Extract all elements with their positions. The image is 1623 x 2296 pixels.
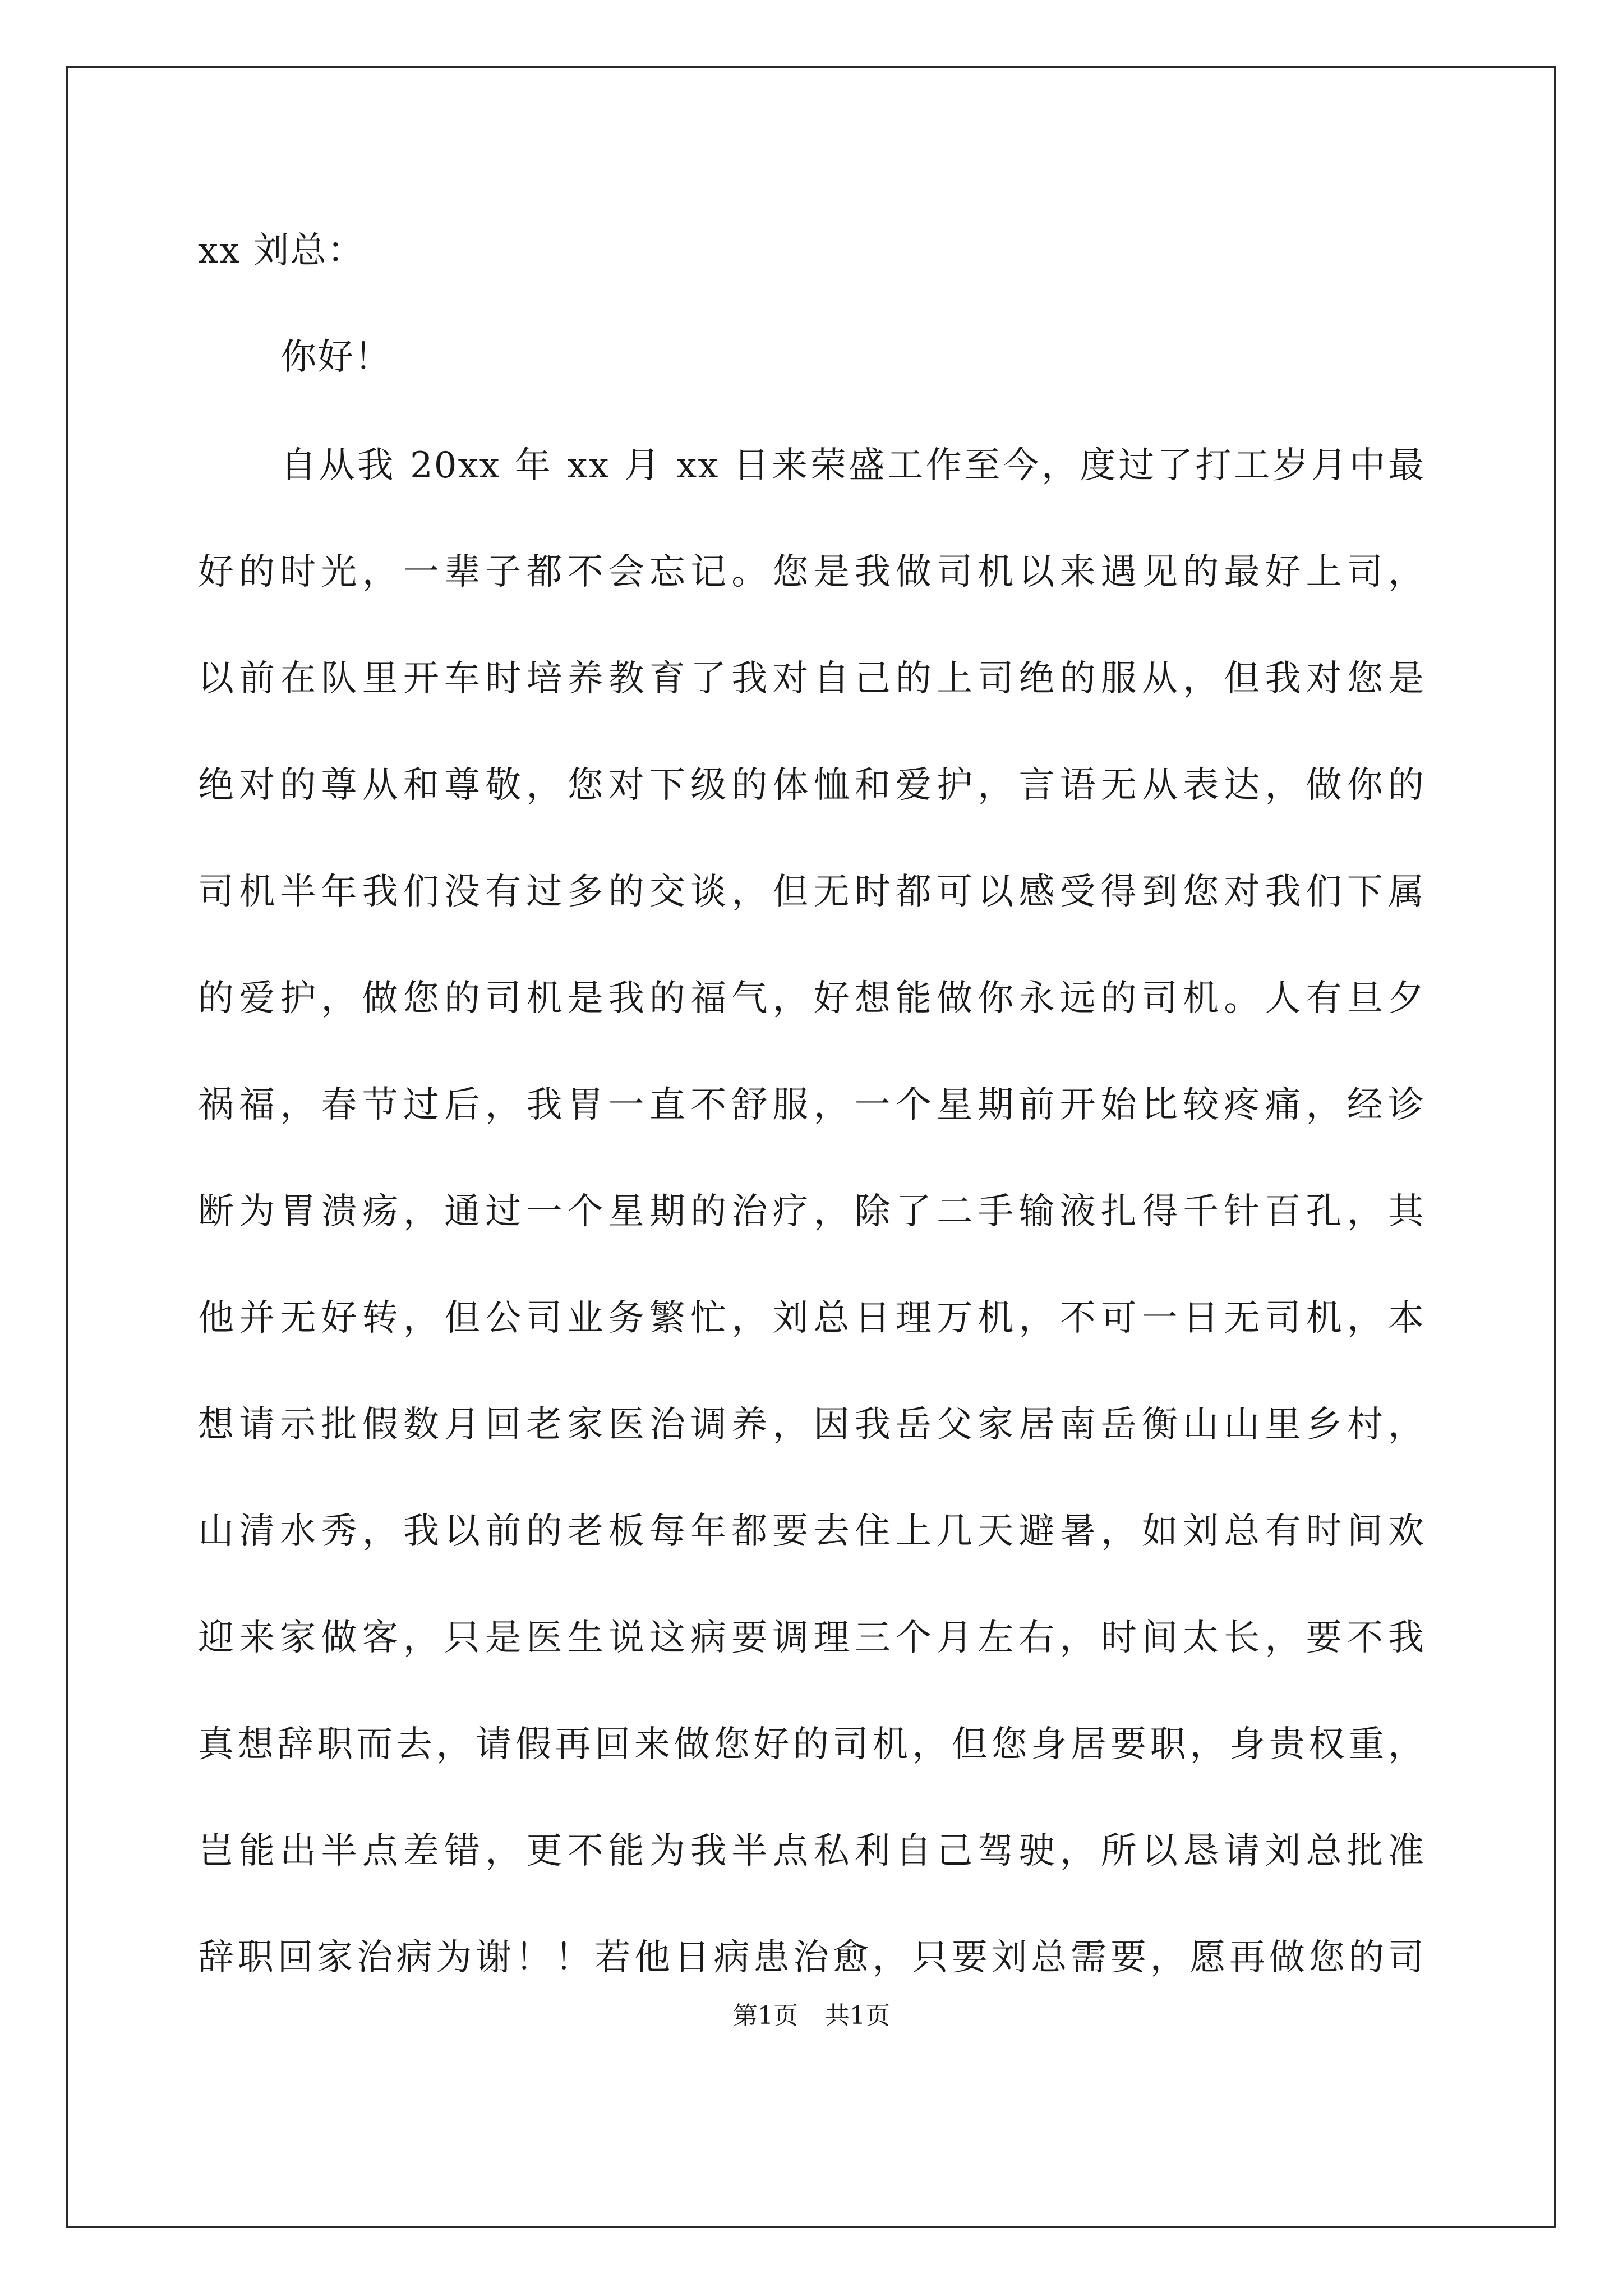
body-line: 司机半年我们没有过多的交谈，但无时都可以感受得到您对我们下属 <box>198 871 1425 913</box>
body-line: 绝对的尊从和尊敬，您对下级的体恤和爱护，言语无从表达，做你的 <box>198 765 1425 806</box>
body-line: 辞职回家治病为谢！！若他日病患治愈，只要刘总需要，愿再做您的司 <box>198 1937 1425 1978</box>
body-line: 的爱护，做您的司机是我的福气，好想能做你永远的司机。人有旦夕 <box>198 978 1425 1019</box>
body-line: 好的时光，一辈子都不会忘记。您是我做司机以来遇见的最好上司， <box>198 551 1425 593</box>
page-border <box>66 66 1556 2228</box>
body-line: 想请示批假数月回老家医治调养，因我岳父家居南岳衡山山里乡村， <box>198 1404 1425 1446</box>
body-line: 自从我 20xx 年 xx 月 xx 日来荣盛工作至今，度过了打工岁月中最 <box>280 445 1425 486</box>
salutation: xx 刘总： <box>198 230 365 272</box>
body-line: 祸福，春节过后，我胃一直不舒服，一个星期前开始比较疼痛，经诊 <box>198 1084 1425 1126</box>
body-line: 以前在队里开车时培养教育了我对自己的上司绝的服从，但我对您是 <box>198 658 1425 700</box>
body-line: 岂能出半点差错，更不能为我半点私利自己驾驶，所以恳请刘总批准 <box>198 1830 1425 1872</box>
page-number: 第1页 <box>733 2001 798 2030</box>
greeting: 你好！ <box>280 337 391 378</box>
body-line: 断为胃溃疡，通过一个星期的治疗，除了二手输液扎得千针百孔，其 <box>198 1191 1425 1232</box>
page-total: 共1页 <box>825 2001 890 2030</box>
body-line: 真想辞职而去，请假再回来做您好的司机，但您身居要职，身贵权重， <box>198 1724 1425 1765</box>
body-line: 迎来家做客，只是医生说这病要调理三个月左右，时间太长，要不我 <box>198 1617 1425 1659</box>
page-footer <box>0 2001 1623 2030</box>
body-line: 他并无好转，但公司业务繁忙，刘总日理万机，不可一日无司机，本 <box>198 1297 1425 1339</box>
body-line: 山清水秀，我以前的老板每年都要去住上几天避暑，如刘总有时间欢 <box>198 1511 1425 1552</box>
